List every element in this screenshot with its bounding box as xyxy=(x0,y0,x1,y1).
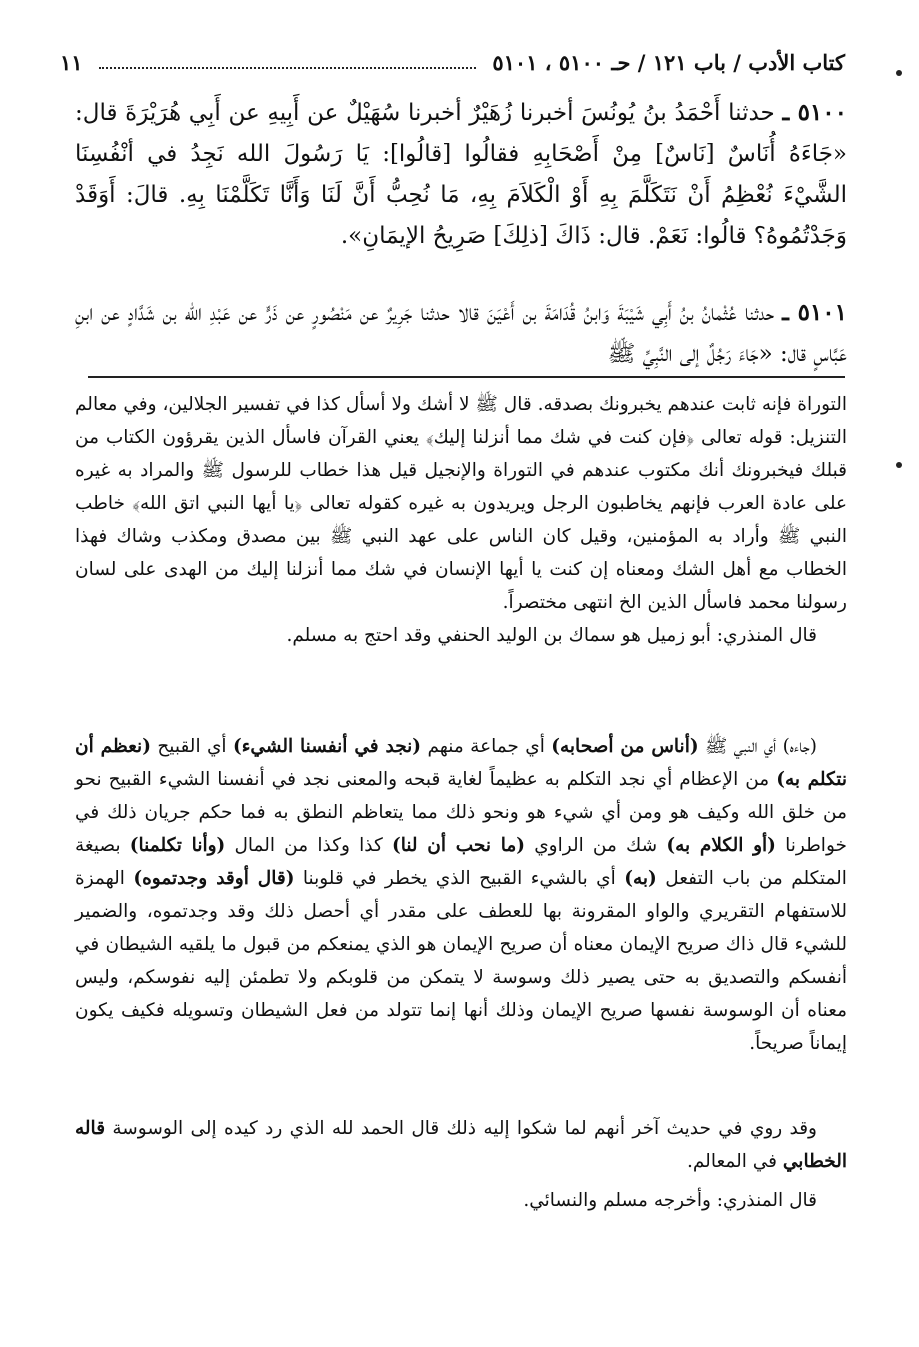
hadith-5101 xyxy=(75,292,847,375)
quoted-phrase: (أناس من أصحابه) xyxy=(551,736,699,757)
quoted-phrase: (أو الكلام به) xyxy=(666,835,776,856)
quoted-phrase: (وأنا تكلمنا) xyxy=(129,835,226,856)
commentary-text: وقد روي في حديث آخر أنهم لما شكوا إليه ذلك قال الحمد لله الذي رد كيده إلى الوسوسة xyxy=(112,1118,817,1139)
commentary-text: في المعالم. xyxy=(686,1151,777,1172)
commentary-text: أي بالشيء القبيح الذي يخطر في قلوبنا xyxy=(302,868,616,889)
mundhiri-note: قال المنذري: أبو زميل هو سماك بن الوليد الحنفي وقد احتج به مسلم. xyxy=(286,625,817,646)
source-attribution: قاله الخطابي xyxy=(75,1118,847,1172)
commentary-text: من الإعظام أي نجد التكلم به عظيماً لغاية قبحه والمعنى نجد في أنفسنا الشيء القبيح نحو من خلق الله وكيف هو ومن أي شيء هو ونحو ذلك مما يتعاظم النطق به فما حكم جريان ذلك في خواطرنا xyxy=(75,769,847,856)
commentary-text: أي جماعة منهم xyxy=(427,736,545,757)
page-number: ١١ xyxy=(60,49,83,75)
hadith-number: ٥١٠١ ـ xyxy=(782,299,847,326)
commentary-text: الهمزة للاستفهام التقريري والواو المقرونة بها للعطف على مقدر أي أحصل ذلك وقد وجدتموه، والضمير للشيء قال ذاك صريح الإيمان معناه أن صريح الإيمان هو الذي يمنعكم من قبول ما يلقيه الشيطان في أنفسكم والتصديق به حتى يصير ذلك وسوسة لا يتمكن من قلوبكم ولا تطمئن إليه نفوسكم، وليس معناه أن الوسوسة نفسها صريح الإيمان وذلك أنها إنما تتولد من فعل الشيطان وتسويله فكيف يكون إيماناً صريحاً. xyxy=(75,868,847,1054)
hadith-text: حدثنا عُثْمانُ بنُ أَبِي شَيْبَةَ وَابنُ قُدَامَةَ بن أَعْيَنَ قالا حدثنا جَرِيرٌ عن مَنْصُورٍ عن ذَرٍّ عن عَبْدِ الله بن شَدَّادٍ عن ابنِ عَبَّاسٍ قال: «جَاءَ رَجُلٌ إلى النَّبِيِّ ﷺ xyxy=(75,300,847,367)
quoted-phrase: (به) xyxy=(624,868,657,889)
commentary-block-3 xyxy=(75,1112,847,1217)
commentary-text: أي القبيح xyxy=(157,736,227,757)
commentary-paragraph xyxy=(75,1112,847,1178)
quoted-phrase: (قال أوقد وجدتموه) xyxy=(133,868,295,889)
mundhiri-note: قال المنذري: وأخرجه مسلم والنسائي. xyxy=(523,1190,817,1211)
commentary-text: (جاءه) أي النبي ﷺ xyxy=(704,736,818,757)
commentary-paragraph: التوراة فإنه ثابت عندهم يخبرونك بصدقه. قال ﷺ لا أشك ولا أسأل كذا في تفسير الجلالين، وفي معالم التنزيل: قوله تعالى ﴿فإن كنت في شك مما أنزلنا إليك﴾ يعني القرآن فاسأل الذين يقرؤون الكتاب من قبلك فيخبرونك أنك مكتوب عندهم في التوراة والإنجيل قيل هذا خطاب للرسول ﷺ والمراد به غيره على عادة العرب فإنهم يخاطبون الرجل ويريدون به غيره كقوله تعالى ﴿يا أيها النبي اتق الله﴾ خاطب النبي ﷺ وأراد به المؤمنين، وقيل كان الناس على عهد النبي ﷺ بين مصدق ومكذب وشاك فهذا الخطاب مع أهل الشك ومعناه إن كنت يا أيها الإنسان في شك مما أنزلنا إليك من الهدى على لسان رسولنا محمد فاسأل الذين الخ انتهى مختصراً. xyxy=(75,394,847,613)
footnote-divider xyxy=(88,376,845,378)
running-header xyxy=(60,42,845,82)
commentary-block-2 xyxy=(75,730,847,1060)
commentary-text: بصيغة المتكلم من باب التفعل xyxy=(75,835,847,889)
commentary-text: كذا وكذا من المال xyxy=(234,835,383,856)
quoted-phrase: (نجد في أنفسنا الشيء) xyxy=(232,736,422,757)
margin-dot xyxy=(896,70,902,76)
quoted-phrase: (نعظم أن نتكلم به) xyxy=(75,736,847,790)
commentary-text: شك من الراوي xyxy=(534,835,658,856)
header-dot-leader xyxy=(99,55,477,69)
margin-dot xyxy=(896,462,902,468)
hadith-text: حدثنا أَحْمَدُ بنُ يُونُسَ أخبرنا زُهَيْرٌ أخبرنا سُهَيْلٌ عن أَبِيهِ عن أَبِي هُرَيْرَةَ قال: «جَاءَهُ أُنَاسٌ [نَاسٌ] مِنْ أَصْحَابِهِ فقالُوا [قالُوا]: يَا رَسُولَ الله نَجِدُ في أنْفُسِنَا الشَّيْءَ نُعْظِمُ أَنْ نَتَكَلَّمَ بِهِ أَوْ الْكَلاَمَ بِهِ، مَا نُحِبُّ أَنَّ لَنَا وَأَنَّا تَكَلَّمْنَا بِهِ. قالَ: أَوَقَدْ وَجَدْتُمُوهُ؟ قالُوا: نَعَمْ. قال: ذَاكَ [ذلِكَ] صَرِيحُ الإيمَانِ». xyxy=(75,100,847,249)
hadith-5100 xyxy=(75,92,847,257)
hadith-number: ٥١٠٠ ـ xyxy=(782,99,847,126)
quoted-phrase: (ما نحب أن لنا) xyxy=(391,835,526,856)
header-title: كتاب الأدب / باب ١٢١ / حـ ٥١٠٠ ، ٥١٠١ xyxy=(492,49,845,75)
commentary-paragraph xyxy=(75,730,847,1060)
commentary-block-1 xyxy=(75,388,847,652)
